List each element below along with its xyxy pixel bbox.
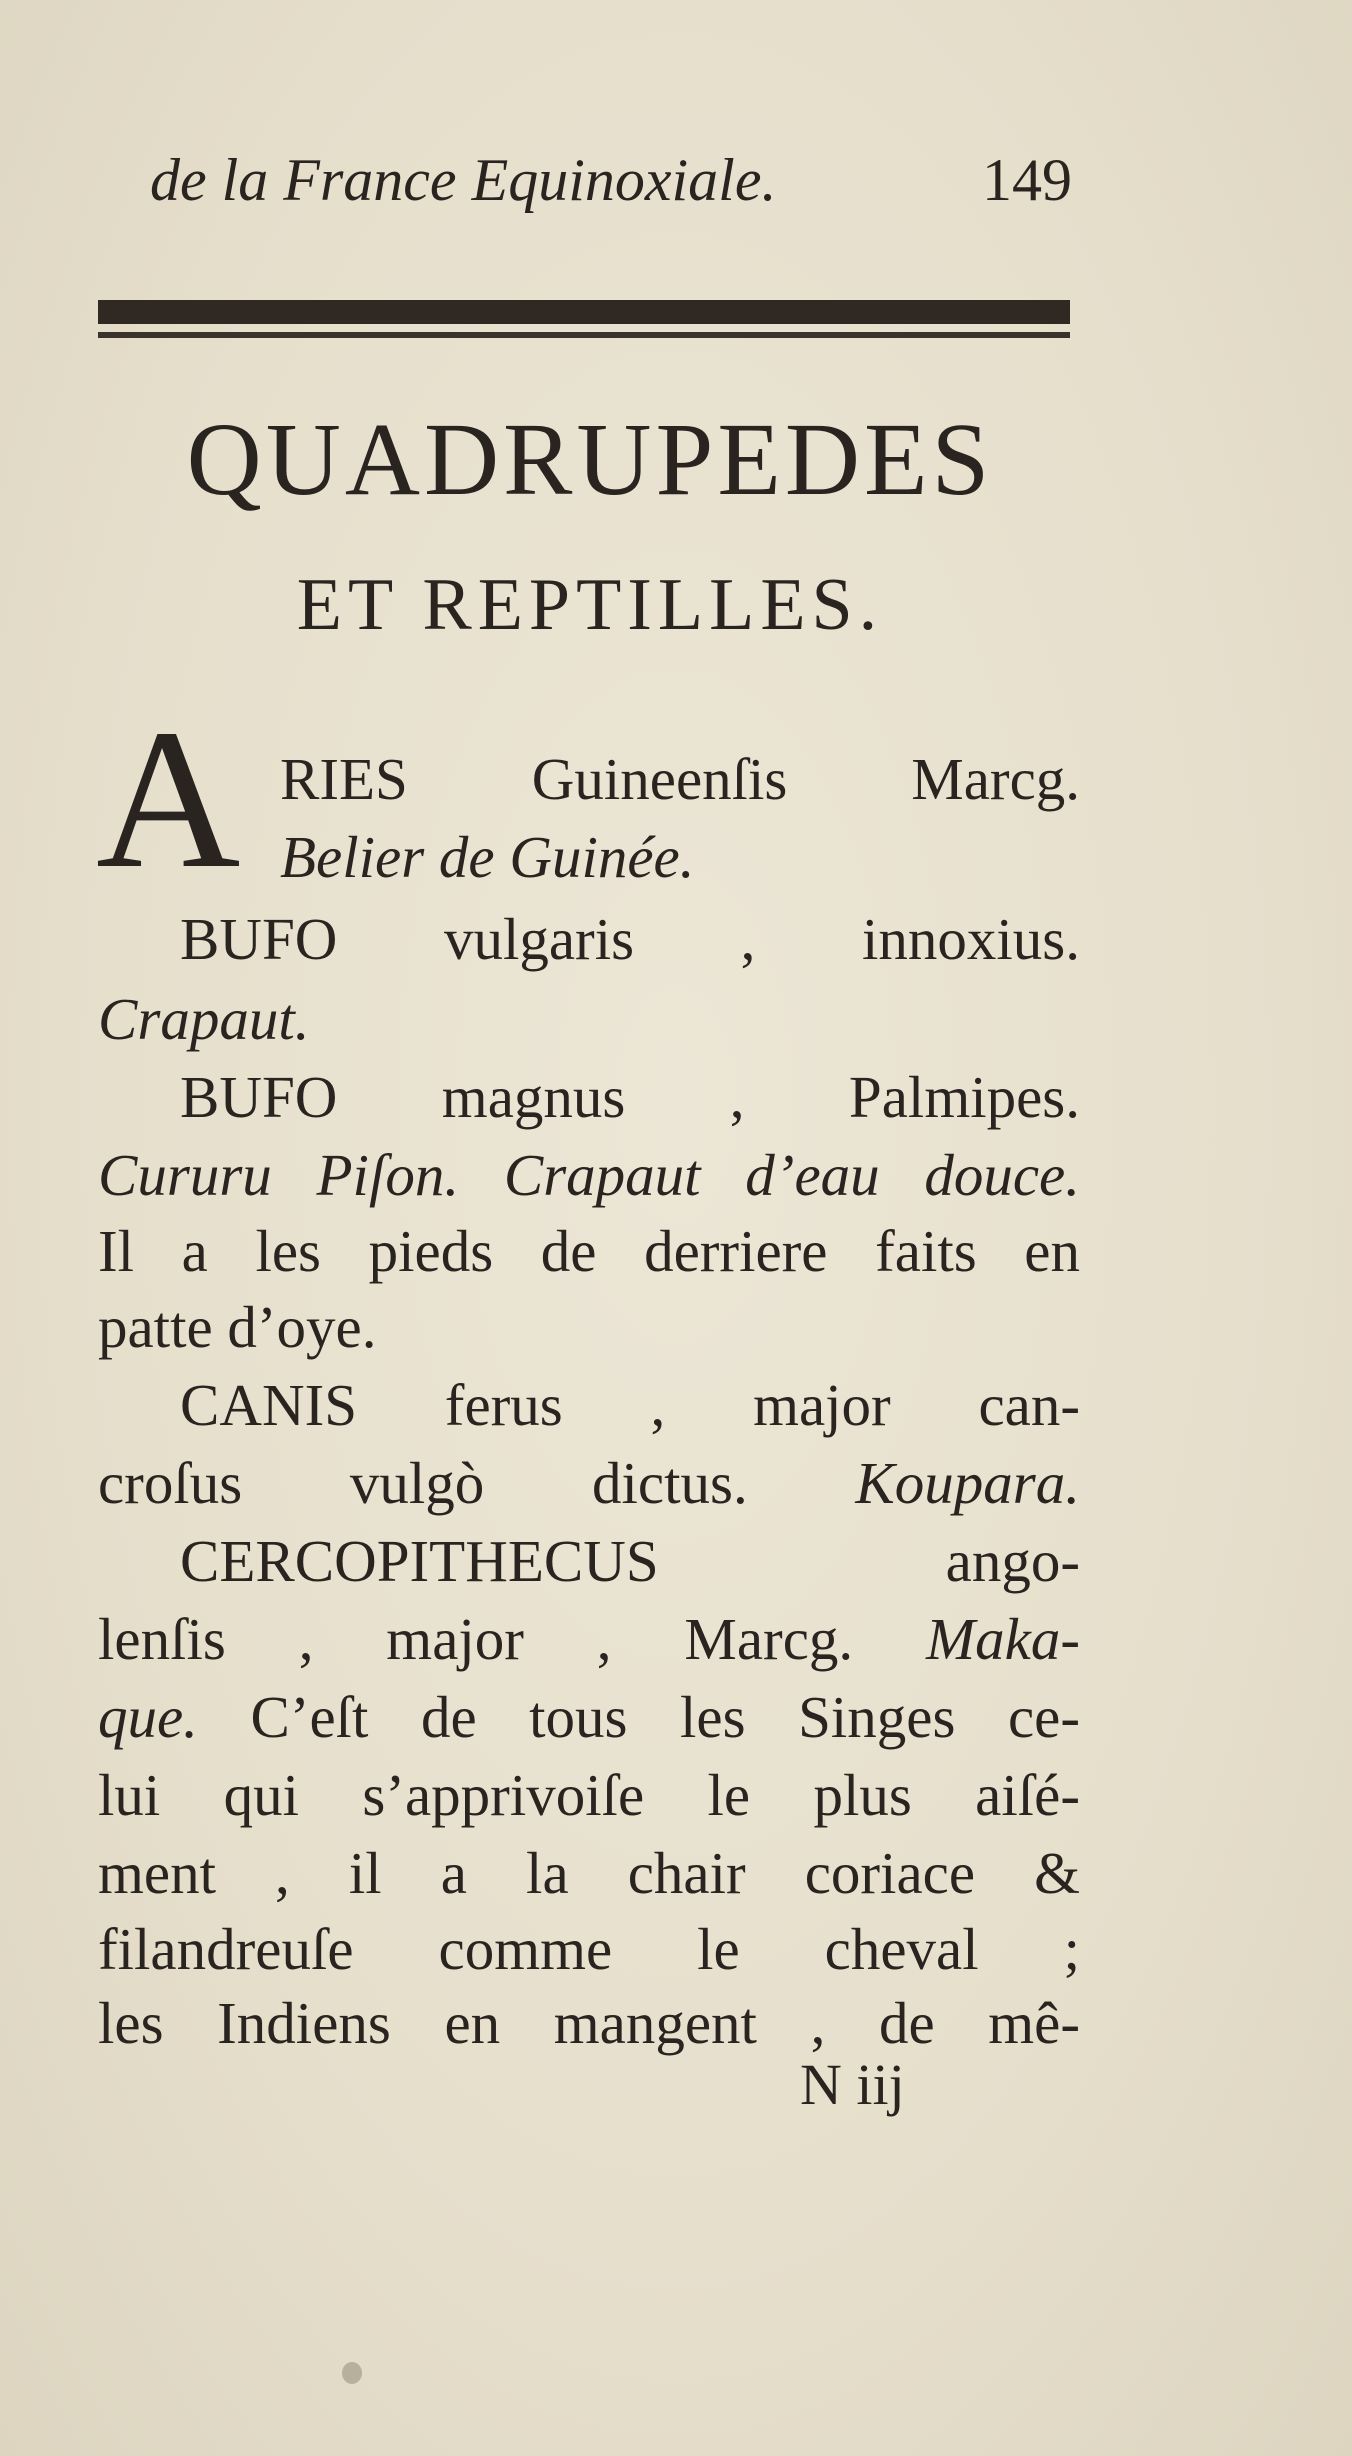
text-line — [98, 1678, 1080, 1756]
text-line-roman: BUFO magnus , Palmipes. — [180, 1064, 1080, 1130]
text-line-roman: BUFO vulgaris , innoxius. — [180, 906, 1080, 972]
text-line — [98, 1444, 1080, 1522]
text-line-roman: ment , il a la chair coriace & — [98, 1840, 1080, 1906]
text-line — [98, 1212, 1080, 1290]
text-line-italic: que. — [98, 1684, 198, 1750]
text-line — [98, 1910, 1080, 1988]
text-line-italic: Crapaut. — [98, 986, 310, 1052]
text-line — [180, 1522, 1080, 1600]
text-line-italic: Koupara. — [855, 1450, 1080, 1516]
section-subheading: ET REPTILLES. — [296, 564, 884, 646]
text-line-roman: croſus vulgò dictus. — [98, 1450, 748, 1516]
text-line — [180, 900, 1080, 978]
text-line-roman: les Indiens en mangent , de mê- — [98, 1990, 1080, 2056]
text-line — [280, 740, 1080, 818]
running-head — [150, 140, 1082, 220]
text-line-italic: Belier de Guinée. — [280, 824, 695, 890]
text-line-italic: Maka- — [926, 1606, 1080, 1672]
text-line-roman: C’eſt de tous les Singes ce- — [250, 1684, 1080, 1750]
text-line — [180, 1058, 1080, 1136]
text-line — [98, 1600, 1080, 1678]
running-title: de la France Equinoxiale. — [150, 147, 777, 213]
section-heading: QUADRUPEDES — [186, 402, 994, 517]
text-line — [280, 818, 1080, 896]
ornamental-rule-thick — [98, 300, 1070, 324]
drop-cap: A — [96, 689, 241, 910]
text-line-roman: Il a les pieds de derriere faits en — [98, 1218, 1080, 1284]
text-line — [98, 1756, 1080, 1834]
text-line-roman: CERCOPITHECUS ango- — [180, 1528, 1080, 1594]
signature-mark: N iij — [800, 2052, 905, 2117]
text-line-roman: RIES Guineenſis Marcg. — [280, 746, 1080, 812]
paper-speck — [342, 2362, 362, 2384]
text-line — [180, 1366, 1080, 1444]
text-line — [98, 1834, 1080, 1912]
text-line — [98, 980, 1080, 1058]
text-line-roman: CANIS ferus , major can- — [180, 1372, 1080, 1438]
text-line-italic: Cururu Piſon. Crapaut d’eau douce. — [98, 1142, 1080, 1208]
text-line-roman: filandreuſe comme le cheval ; — [98, 1916, 1080, 1982]
ornamental-rule-thin — [98, 332, 1070, 338]
page-number: 149 — [982, 147, 1072, 213]
text-line — [98, 1288, 1080, 1366]
text-line — [98, 1136, 1080, 1214]
text-line — [98, 1984, 1080, 2062]
text-line-roman: lui qui s’apprivoiſe le plus aiſé- — [98, 1762, 1080, 1828]
text-line-roman: patte d’oye. — [98, 1294, 377, 1360]
text-line-roman: lenſis , major , Marcg. — [98, 1606, 854, 1672]
